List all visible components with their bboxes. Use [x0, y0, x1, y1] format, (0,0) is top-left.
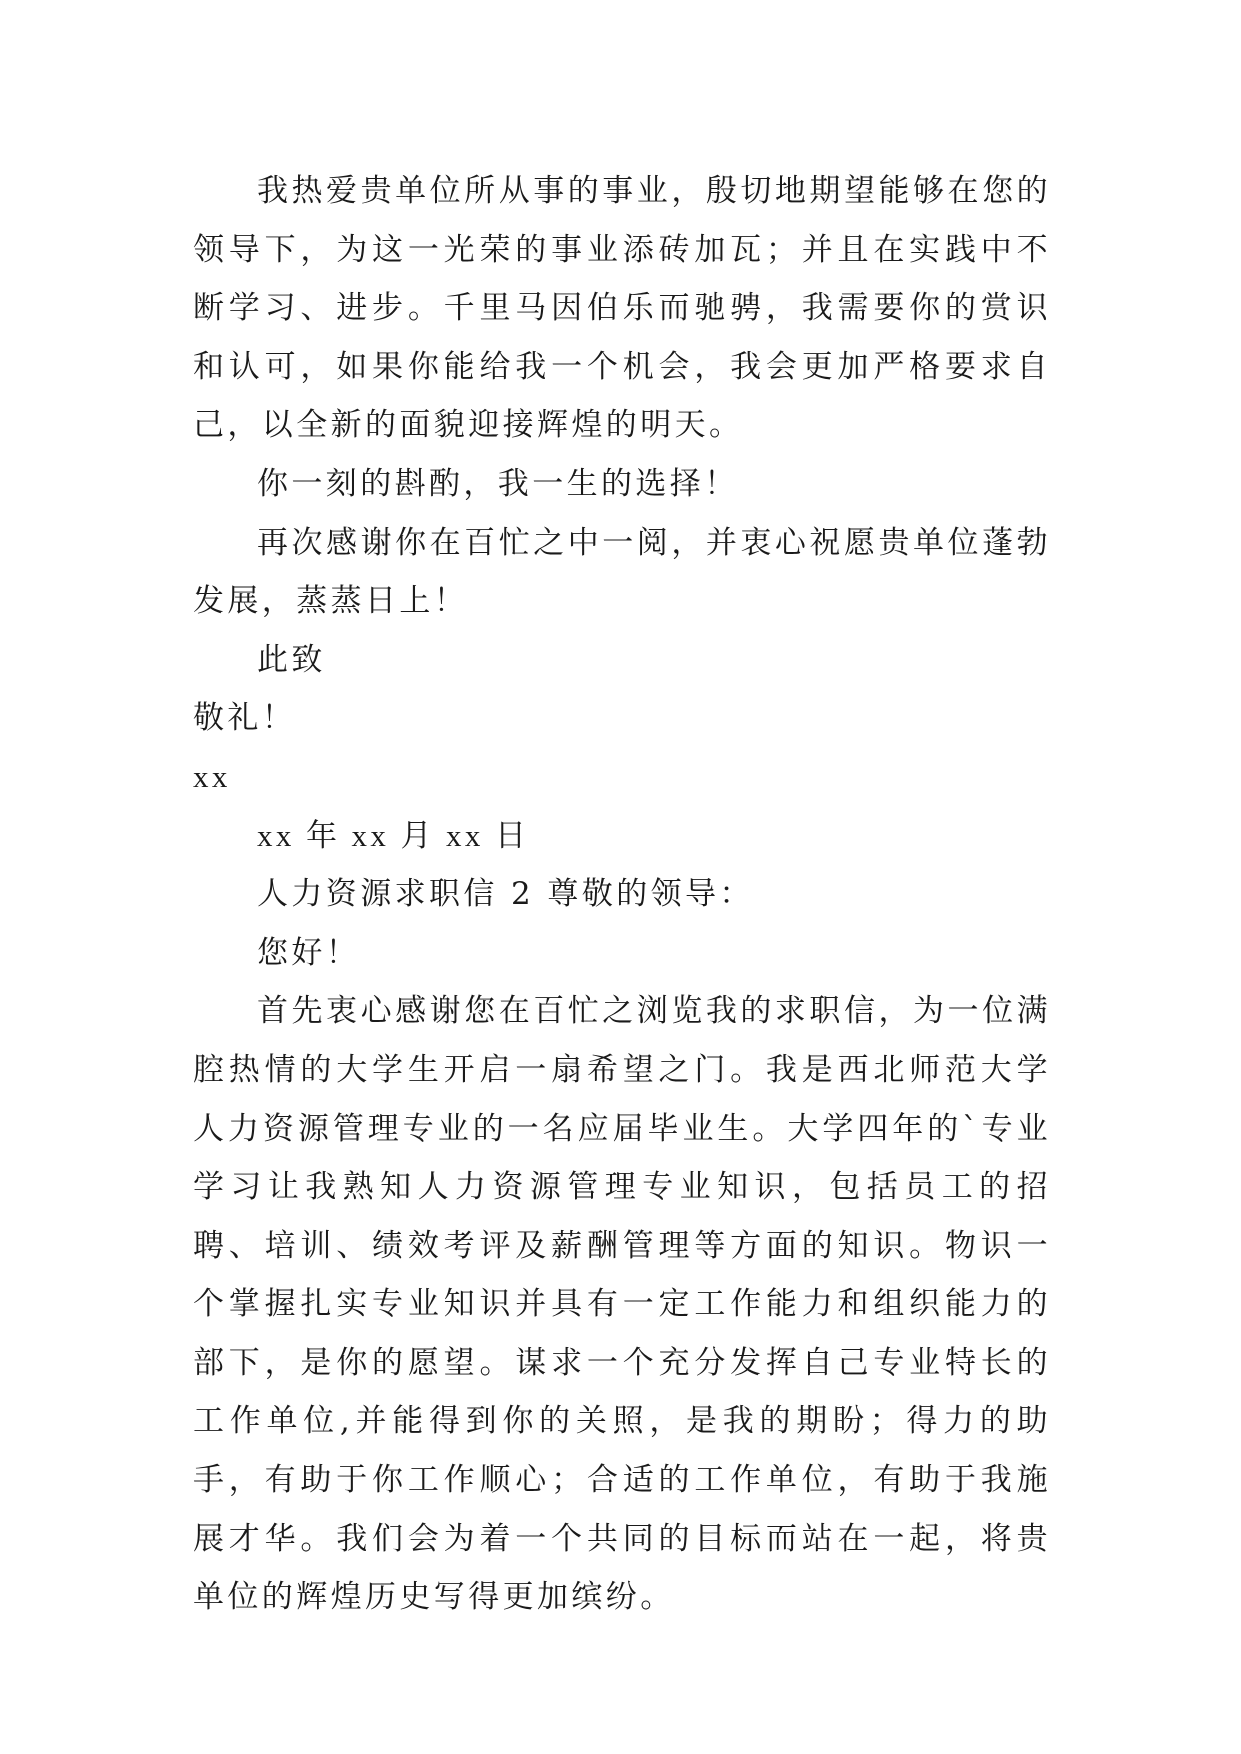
letter-2-heading: 人力资源求职信 2 尊敬的领导：: [257, 876, 754, 913]
letter-2-body: 首先衷心感谢您在百忙之浏览我的求职信，为一位满腔热情的大学生开启一扇希望之门。我是西北师范大学人力资源管理专业的一名应届毕业生。大学四年的`专业学习让我熟知人力资源管理专业知识，包括员工的招聘、培训、绩效考评及薪酬管理等方面的知识。物识一个掌握扎实专业知识并具有一定工作能力和组织能力的部下，是你的愿望。谋求一个充分发挥自己专业特长的工作单位,并能得到你的关照，是我的期盼；得力的助手，有助于你工作顺心；合适的工作单位，有助于我施展才华。我们会为着一个共同的目标而站在一起，将贵单位的辉煌历史写得更加缤纷。: [193, 993, 1051, 1616]
paragraph-thanks: 再次感谢你在百忙之中一阅，并衷心祝愿贵单位蓬勃发展，蒸蒸日上！: [193, 524, 1051, 620]
letter-2-greeting: 您好！: [257, 934, 361, 971]
closing-salutation: 此致: [257, 641, 326, 678]
signature-name: xx: [193, 758, 231, 794]
signature-date: xx 年 xx 月 xx 日: [257, 817, 530, 853]
paragraph-choice: 你一刻的斟酌，我一生的选择！: [257, 465, 739, 502]
document-body: [193, 162, 1051, 1627]
paragraph-passion: 我热爱贵单位所从事的事业，殷切地期望能够在您的领导下，为这一光荣的事业添砖加瓦；并且在实践中不断学习、进步。千里马因伯乐而驰骋，我需要你的赏识和认可，如果你能给我一个机会，我会更加严格要求自己，以全新的面貌迎接辉煌的明天。: [193, 173, 1051, 444]
closing-regards: 敬礼！: [193, 700, 297, 737]
